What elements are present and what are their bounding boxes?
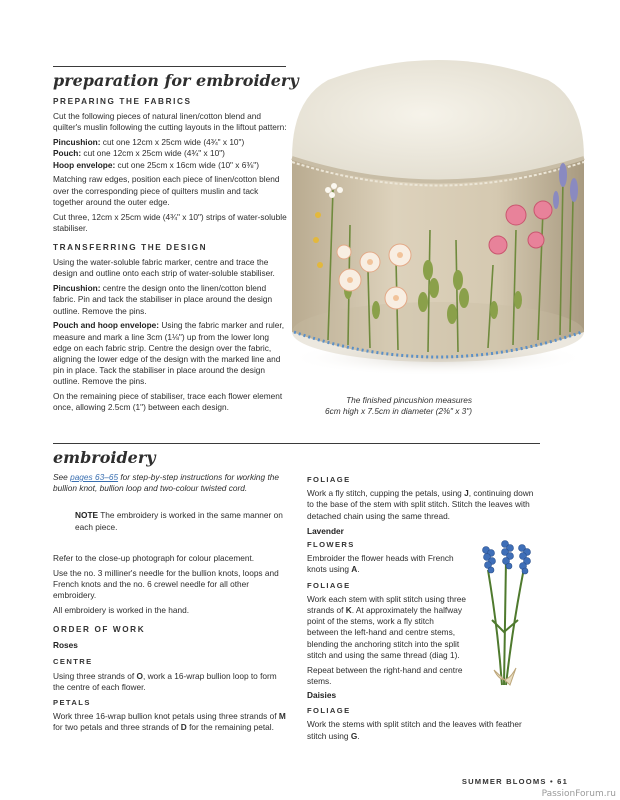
lavender-illustration: [470, 540, 540, 690]
foliage-1-text: [307, 488, 539, 522]
petals-e: for the remaining petal.: [186, 722, 274, 733]
note-box: [53, 500, 289, 542]
cut-pouch-text: cut one 12cm x 25cm wide (4¾" x 10"): [81, 148, 225, 159]
lavender-column: [307, 539, 467, 691]
emb-para-2: Use the no. 3 milliner's needle for the bullion knots, loops and French knots and the no. 6 crewel needle for all other embroidery.: [53, 567, 279, 601]
heading-lavender: Lavender: [307, 525, 344, 536]
foliage-3-text: [307, 719, 539, 741]
flowers-text: [307, 553, 467, 575]
cut-pouch: [53, 148, 289, 159]
transfer-pouch-label: Pouch and hoop envelope:: [53, 320, 160, 331]
embroidery-title: embroidery: [53, 448, 156, 467]
cut-pincushion-label: Pincushion:: [53, 137, 101, 148]
heading-foliage-3: FOLIAGE: [307, 706, 351, 716]
cut-hoop: [53, 160, 289, 171]
heading-preparing-fabrics: PREPARING THE FABRICS: [53, 97, 192, 106]
transfer-para-1: Using the water-soluble fabric marker, centre and trace the design and outline onto each strip of water-soluble stabiliser.: [53, 257, 275, 279]
heading-flowers: FLOWERS: [307, 540, 355, 549]
note-label: NOTE: [75, 510, 99, 521]
petals-c: for two petals and three strands of: [53, 722, 181, 733]
daisies-block: [307, 690, 539, 745]
heading-foliage-2: FOLIAGE: [307, 580, 351, 590]
see-pages-note: [53, 472, 289, 494]
transfer-pouch-text: Using the fabric marker and ruler, measure and mark a line 3cm (1⅛") up from the lower long edge on each fabric strip. Centre the design over the fabric, aligning the lower edge of the design with the marked line and pin in place. Tack the stabiliser in place around the design outline. Remove the pins.: [53, 320, 284, 387]
thread-d: D: [180, 722, 187, 733]
centre-text: [53, 671, 289, 693]
pages-link[interactable]: pages 63–65: [70, 472, 119, 482]
cut-hoop-text: cut one 25cm x 16cm wide (10" x 6⅜"): [115, 159, 260, 170]
petals-text: [53, 711, 289, 733]
thread-j: J: [464, 488, 469, 499]
note-text: The embroidery is worked in the same manner on each piece.: [75, 510, 283, 532]
cut-pincushion: [53, 137, 289, 148]
photo-caption: [300, 395, 472, 418]
heading-roses: Roses: [53, 640, 78, 651]
transfer-pincushion-text: centre the design onto the linen/cotton blend fabric. Pin and tack the stabiliser in place around the design outline. Remove the pins.: [53, 283, 273, 316]
pincushion-illustration: [288, 40, 588, 380]
thread-g: G: [350, 730, 358, 741]
pincushion-photo: [288, 40, 588, 380]
see-pre: See: [53, 472, 71, 482]
embroidery-right-column-top: [307, 474, 539, 541]
fol3-a: Work the stems with split stitch and the leaves with feather stitch using: [307, 719, 522, 741]
photo-caption-line-1: The finished pincushion measures: [346, 395, 472, 405]
heading-order-of-work: ORDER OF WORK: [53, 625, 146, 635]
cut-pouch-label: Pouch:: [53, 148, 82, 159]
footer-section: SUMMER BLOOMS: [461, 777, 547, 786]
transfer-para-last: On the remaining piece of stabiliser, trace each flower element once, allowing 2.5cm (1") between each design.: [53, 391, 283, 413]
petals-a: Work three 16-wrap bullion knot petals using three strands of: [53, 711, 279, 722]
flowers-c: .: [357, 564, 360, 575]
fol2-c: . At approximately the halfway point of the stems, work a fly stitch between the left-hand and centre stems, blending the anchoring stitch into the split stitch and using the same thread (diag 1).: [307, 605, 462, 660]
fol3-c: .: [357, 730, 360, 741]
heading-centre: CENTRE: [53, 657, 93, 667]
top-rule: [53, 66, 286, 67]
footer-bullet: •: [549, 777, 554, 786]
transfer-pincushion: [53, 283, 289, 317]
thread-m: M: [278, 711, 286, 722]
prep-para-1: Cut the following pieces of natural linen/cotton blend and quilter's muslin following the cutting layouts in the liftout pattern:: [53, 111, 287, 133]
foliage-2-text: [307, 594, 467, 661]
prep-column: [53, 96, 289, 417]
transfer-pincushion-label: Pincushion:: [53, 283, 101, 294]
flowers-a: Embroider the flower heads with French knots using: [307, 553, 454, 575]
emb-para-1: Refer to the close-up photograph for colour placement.: [53, 552, 255, 563]
transfer-pouch: [53, 320, 289, 387]
page-footer: [462, 776, 568, 787]
heading-daisies: Daisies: [307, 690, 337, 700]
cut-pincushion-text: cut one 12cm x 25cm wide (4¾" x 10"): [100, 137, 245, 148]
prep-title: preparation for embroidery: [53, 71, 299, 90]
heading-petals: PETALS: [53, 698, 91, 708]
photo-caption-line-2: 6cm high x 7.5cm in diameter (2⅜" x 3"): [325, 406, 472, 417]
see-post: for step-by-step instructions for working the bullion knot, bullion loop and two-colour twisted cord.: [53, 472, 279, 494]
thread-k: K: [345, 605, 352, 616]
centre-text-c: , work a 16-wrap bullion loop to form the centre of each flower.: [53, 670, 277, 692]
mid-rule: [53, 443, 540, 444]
embroidery-left-column: [53, 472, 289, 737]
prep-para-3: Cut three, 12cm x 25cm wide (4¾" x 10") strips of water-soluble stabiliser.: [53, 211, 287, 233]
fol1-a: Work a fly stitch, cupping the petals, using: [307, 488, 465, 499]
page-number: 61: [557, 777, 568, 786]
centre-text-a: Using three strands of: [53, 670, 137, 681]
watermark: PassionForum.ru: [541, 789, 616, 799]
heading-foliage-1: FOLIAGE: [307, 475, 351, 484]
repeat-text: Repeat between the right-hand and centre stems.: [307, 664, 463, 686]
lavender-diagram: [470, 540, 540, 690]
fol2-a: Work each stem with split stitch using three strands of: [307, 593, 466, 616]
cut-hoop-label: Hoop envelope:: [53, 159, 116, 170]
fol1-c: , continuing down to the base of the stem with split stitch. Stitch the leaves with detached chain using the same thread.: [307, 488, 534, 521]
heading-transferring-design: TRANSFERRING THE DESIGN: [53, 243, 208, 253]
emb-para-3: All embroidery is worked in the hand.: [53, 604, 190, 615]
thread-o: O: [136, 670, 143, 681]
thread-a: A: [351, 564, 358, 575]
prep-para-2: Matching raw edges, position each piece of linen/cotton blend over the corresponding piece of quilters muslin and tack together around the outer edge.: [53, 174, 280, 207]
